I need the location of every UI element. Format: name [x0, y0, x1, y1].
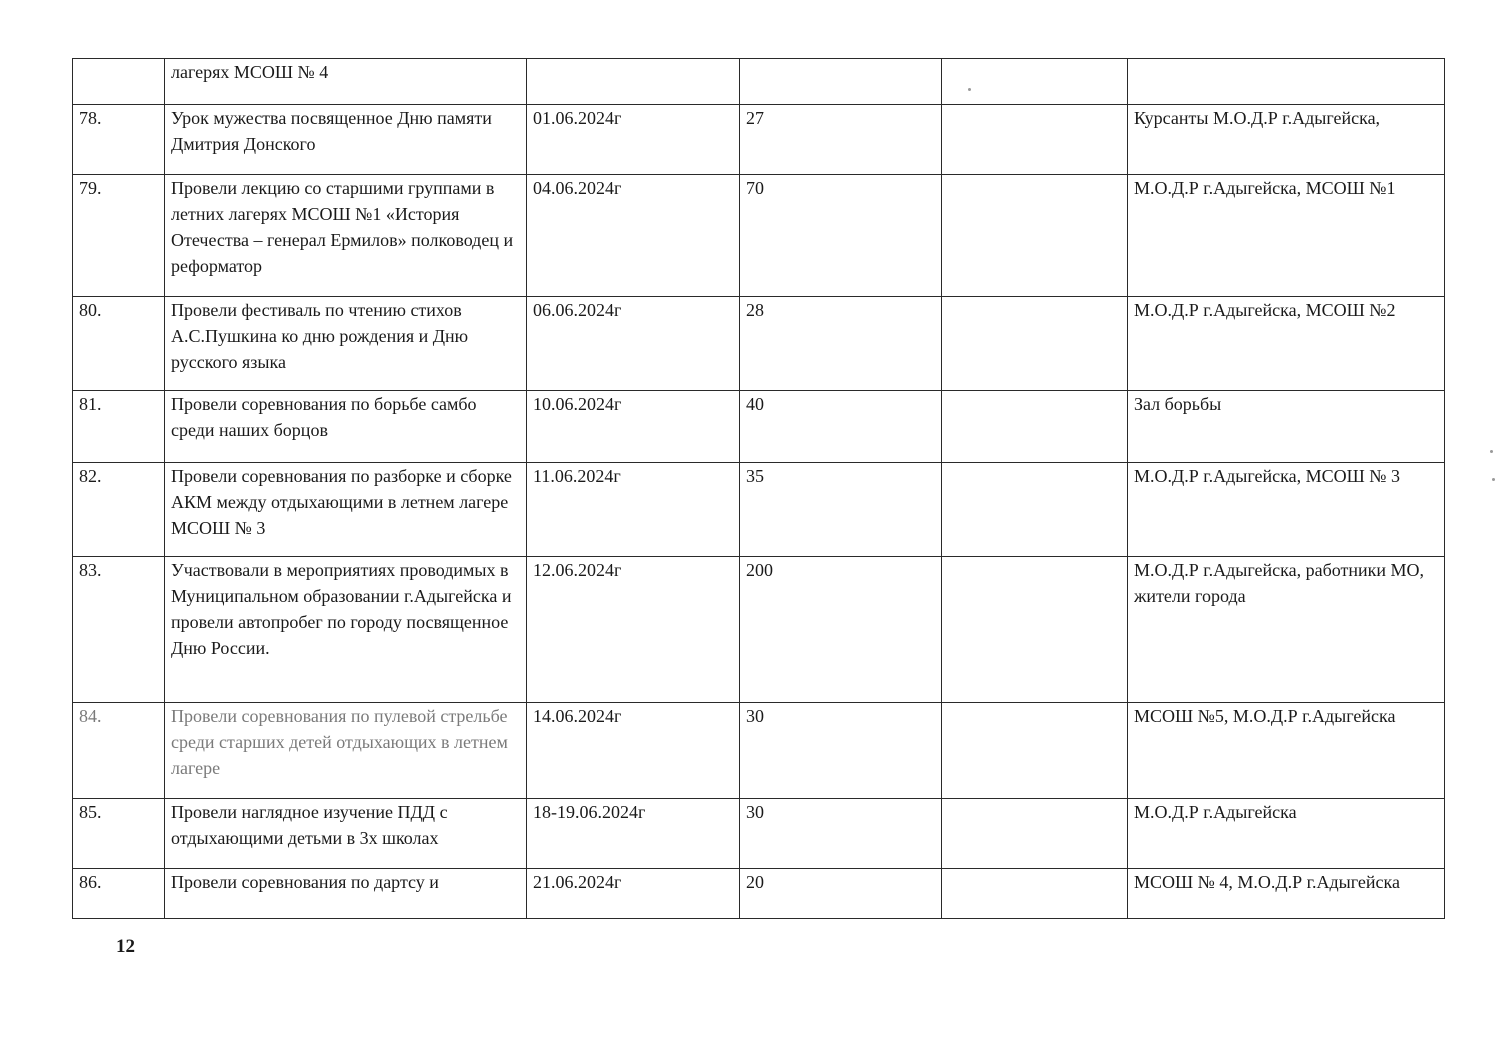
table-row	[73, 703, 1445, 799]
event-participants: М.О.Д.Р г.Адыгейска, МСОШ №1	[1128, 175, 1445, 297]
extra-cell	[942, 703, 1128, 799]
event-date: 12.06.2024г	[527, 557, 740, 703]
event-date: 14.06.2024г	[527, 703, 740, 799]
extra-cell	[942, 869, 1128, 919]
participant-count: 30	[740, 703, 942, 799]
event-date	[527, 59, 740, 105]
table-row	[73, 463, 1445, 557]
extra-cell	[942, 59, 1128, 105]
table-row	[73, 105, 1445, 175]
event-participants: М.О.Д.Р г.Адыгейска, работники МО, жители города	[1128, 557, 1445, 703]
event-participants	[1128, 59, 1445, 105]
row-number: 84.	[73, 703, 165, 799]
events-table	[72, 58, 1445, 919]
event-participants: Зал борьбы	[1128, 391, 1445, 463]
event-date: 01.06.2024г	[527, 105, 740, 175]
event-description: Провели соревнования по борьбе самбо среди наших борцов	[165, 391, 527, 463]
extra-cell	[942, 105, 1128, 175]
table-row	[73, 59, 1445, 105]
participant-count: 70	[740, 175, 942, 297]
row-number: 85.	[73, 799, 165, 869]
event-description: Провели соревнования по пулевой стрельбе среди старших детей отдыхающих в летнем лагере	[165, 703, 527, 799]
event-date: 06.06.2024г	[527, 297, 740, 391]
page-number: 12	[116, 936, 135, 957]
extra-cell	[942, 557, 1128, 703]
participant-count: 35	[740, 463, 942, 557]
table-row	[73, 869, 1445, 919]
row-number	[73, 59, 165, 105]
event-date: 04.06.2024г	[527, 175, 740, 297]
row-number: 80.	[73, 297, 165, 391]
extra-cell	[942, 799, 1128, 869]
event-description: Провели соревнования по дартсу и	[165, 869, 527, 919]
table-row	[73, 799, 1445, 869]
event-description: Провели лекцию со старшими группами в летних лагерях МСОШ №1 «История Отечества – генерал Ермилов» полководец и реформатор	[165, 175, 527, 297]
scan-speck	[1492, 478, 1495, 481]
event-participants: МСОШ №5, М.О.Д.Р г.Адыгейска	[1128, 703, 1445, 799]
row-number: 82.	[73, 463, 165, 557]
event-description: Провели соревнования по разборке и сборке АКМ между отдыхающими в летнем лагере МСОШ № 3	[165, 463, 527, 557]
table-row	[73, 557, 1445, 703]
participant-count: 200	[740, 557, 942, 703]
extra-cell	[942, 175, 1128, 297]
table-row	[73, 391, 1445, 463]
event-date: 10.06.2024г	[527, 391, 740, 463]
event-description: Участвовали в мероприятиях проводимых в Муниципальном образовании г.Адыгейска и провели автопробег по городу посвященное Дню России.	[165, 557, 527, 703]
scan-speck	[1490, 450, 1493, 453]
extra-cell	[942, 463, 1128, 557]
event-participants: М.О.Д.Р г.Адыгейска, МСОШ №2	[1128, 297, 1445, 391]
participant-count: 30	[740, 799, 942, 869]
event-participants: М.О.Д.Р г.Адыгейска, МСОШ № 3	[1128, 463, 1445, 557]
event-participants: Курсанты М.О.Д.Р г.Адыгейска,	[1128, 105, 1445, 175]
participant-count: 27	[740, 105, 942, 175]
row-number: 78.	[73, 105, 165, 175]
extra-cell	[942, 297, 1128, 391]
extra-cell	[942, 391, 1128, 463]
event-description: Провели фестиваль по чтению стихов А.С.Пушкина ко дню рождения и Дню русского языка	[165, 297, 527, 391]
row-number: 86.	[73, 869, 165, 919]
event-date: 11.06.2024г	[527, 463, 740, 557]
event-participants: МСОШ № 4, М.О.Д.Р г.Адыгейска	[1128, 869, 1445, 919]
row-number: 81.	[73, 391, 165, 463]
participant-count: 28	[740, 297, 942, 391]
event-date: 21.06.2024г	[527, 869, 740, 919]
row-number: 79.	[73, 175, 165, 297]
event-description: Урок мужества посвященное Дню памяти Дмитрия Донского	[165, 105, 527, 175]
event-participants: М.О.Д.Р г.Адыгейска	[1128, 799, 1445, 869]
row-number: 83.	[73, 557, 165, 703]
participant-count: 40	[740, 391, 942, 463]
participant-count	[740, 59, 942, 105]
table-row	[73, 297, 1445, 391]
event-date: 18-19.06.2024г	[527, 799, 740, 869]
scan-speck	[968, 88, 971, 91]
event-description: лагерях МСОШ № 4	[165, 59, 527, 105]
participant-count: 20	[740, 869, 942, 919]
table-row	[73, 175, 1445, 297]
event-description: Провели наглядное изучение ПДД с отдыхающими детьми в 3х школах	[165, 799, 527, 869]
